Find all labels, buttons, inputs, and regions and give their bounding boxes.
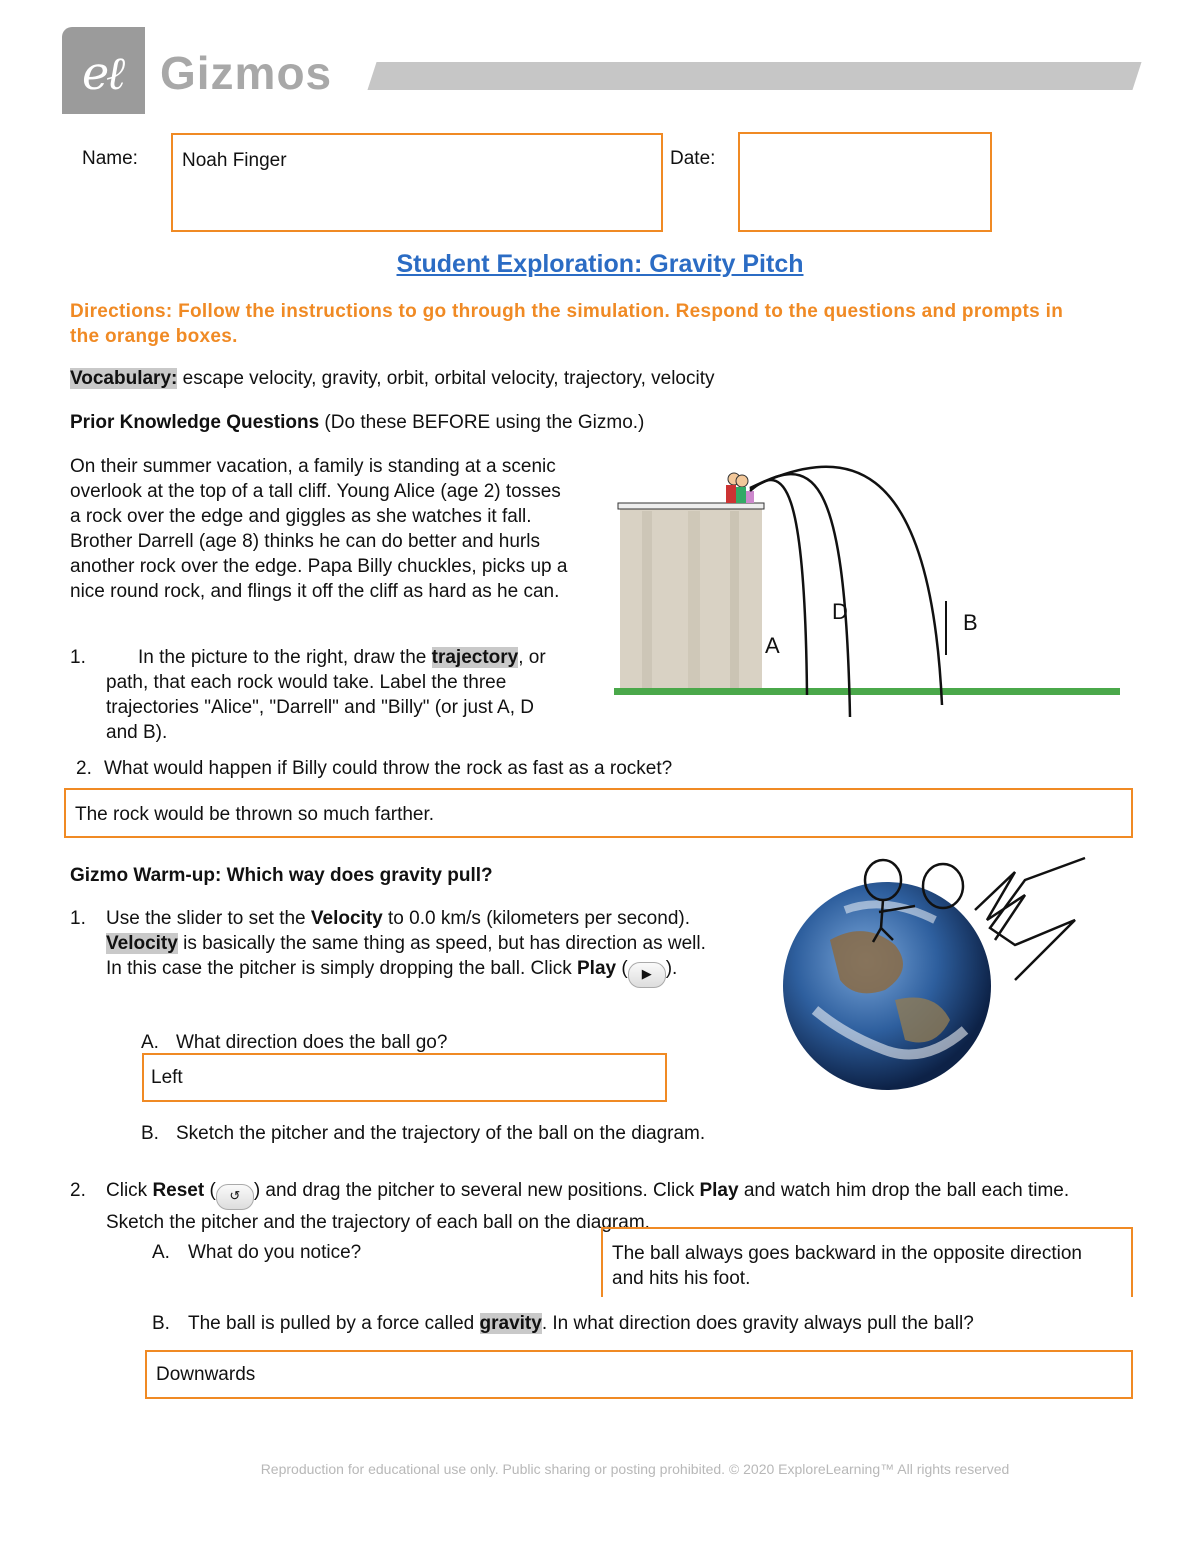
- warmup-q1-velocity-term: Velocity: [106, 933, 178, 954]
- cliff-railing: [618, 503, 764, 509]
- vocabulary-line: [70, 366, 714, 391]
- svg-text:e: e: [82, 46, 110, 100]
- warmup-q1b-text: Sketch the pitcher and the trajectory of the ball on the diagram.: [176, 1123, 706, 1144]
- warmup-q2-reset: Reset: [152, 1180, 205, 1201]
- warmup-q2b-number: B.: [152, 1313, 170, 1334]
- prior-knowledge-heading: [70, 410, 644, 435]
- warmup-q1a-answer: Left: [151, 1067, 183, 1088]
- cliff-streak: [730, 511, 739, 691]
- warmup-q1-h: ).: [665, 958, 678, 979]
- cliff-story: On their summer vacation, a family is standing at a scenic overlook at the top of a tall cliff. Young Alice (age 2) tosses a rock over the edge and giggles as she watches it fall. Brother Darrell (age 8) thinks he can do better and hurls another rock over the edge. Papa Billy chuckles, picks up a nice round rock, and flings it off the cliff as hard as he can.: [70, 456, 568, 602]
- warmup-q1a-text: What direction does the ball go?: [176, 1032, 448, 1053]
- q2-text: What would happen if Billy could throw the rock as fast as a rocket?: [104, 758, 673, 779]
- warmup-q2a-number: A.: [152, 1242, 170, 1263]
- date-label: Date:: [670, 148, 716, 169]
- warmup-q1a-answer-box[interactable]: [142, 1053, 667, 1102]
- ground-grass: [614, 688, 1120, 695]
- q1-text: [106, 645, 566, 745]
- warmup-q1-play: Play: [577, 958, 617, 979]
- date-field[interactable]: [738, 132, 992, 232]
- directions-text: Directions: Follow the instructions to go through the simulation. Respond to the questions and prompts in the orange boxes.: [70, 301, 1064, 347]
- trajectory-b: [750, 467, 942, 705]
- warmup-q2a-answer-box[interactable]: [601, 1227, 1133, 1297]
- vocabulary-label: Vocabulary:: [70, 368, 178, 389]
- warmup-q2-c: (: [204, 1180, 216, 1201]
- footer-copyright: Reproduction for educational use only. Public sharing or posting prohibited. © 2020 ExploreLearning™ All rights reserved: [260, 1461, 1010, 1477]
- svg-text:ℓ: ℓ: [106, 46, 126, 100]
- cliff-streak: [688, 511, 700, 691]
- el-logo-icon: [62, 27, 145, 114]
- q1-part2: , or path, that each rock would take. Label the three trajectories "Alice", "Darrell" and "Billy" (or just A, D and B).: [106, 647, 546, 743]
- warmup-q1-c: to 0.0 km/s (kilometers per second).: [382, 908, 690, 929]
- warmup-q2b-gravity: gravity: [479, 1313, 542, 1334]
- reset-button-icon: ↺: [216, 1184, 254, 1210]
- warmup-q2b-answer-box[interactable]: [145, 1350, 1133, 1399]
- vocabulary-terms: escape velocity, gravity, orbit, orbital velocity, trajectory, velocity: [177, 368, 715, 389]
- q1-term-trajectory: trajectory: [431, 647, 519, 668]
- prior-knowledge-label: Prior Knowledge Questions: [70, 412, 320, 433]
- header-bar: [367, 62, 1141, 90]
- q1-number: 1.: [70, 647, 86, 668]
- name-field[interactable]: [171, 133, 663, 232]
- warmup-q1-velocity: Velocity: [310, 908, 383, 929]
- prior-knowledge-note: (Do these BEFORE using the Gizmo.): [319, 412, 645, 433]
- warmup-q2-number: 2.: [70, 1180, 86, 1201]
- warmup-q1-e: is basically the same thing as speed, but has direction as well. In this case the pitcher is simply dropping the ball. Click: [106, 933, 706, 979]
- warmup-q2a-answer: The ball always goes backward in the opposite direction and hits his foot.: [612, 1243, 1082, 1289]
- q2-answer: The rock would be thrown so much farther.: [75, 804, 435, 825]
- warmup-heading: Gizmo Warm-up: Which way does gravity pull?: [70, 865, 493, 886]
- gizmos-wordmark: Gizmos: [160, 47, 333, 99]
- warmup-q1-g: (: [616, 958, 628, 979]
- warmup-q1-a: Use the slider to set the: [106, 908, 311, 929]
- q2-answer-box[interactable]: [64, 788, 1133, 838]
- warmup-q1-text: [106, 906, 726, 988]
- warmup-q1a-number: A.: [141, 1032, 159, 1053]
- warmup-q2a-text: What do you notice?: [188, 1242, 362, 1263]
- q1-part1: In the picture to the right, draw the: [138, 647, 427, 668]
- page-title: Student Exploration: Gravity Pitch: [396, 250, 804, 278]
- name-label: Name:: [82, 148, 138, 169]
- name-value: Noah Finger: [182, 150, 287, 171]
- warmup-q2b-answer: Downwards: [156, 1364, 256, 1385]
- warmup-q1-number: 1.: [70, 908, 86, 929]
- warmup-q2-play: Play: [699, 1180, 739, 1201]
- warmup-q2b-text: [188, 1311, 974, 1336]
- earth-diagram: [775, 850, 1120, 1095]
- warmup-q2-a: Click: [106, 1180, 153, 1201]
- warmup-q1b-number: B.: [141, 1123, 159, 1144]
- warmup-q2b-a: The ball is pulled by a force called: [188, 1313, 480, 1334]
- label-b: B: [963, 610, 978, 635]
- cliff-streak: [642, 511, 652, 691]
- warmup-q2b-c: . In what direction does gravity always pull the ball?: [541, 1313, 974, 1334]
- warmup-q2-d: ) and drag the pitcher to several new positions. Click: [253, 1180, 700, 1201]
- play-button-icon: ▶: [628, 962, 666, 988]
- trajectory-d: [750, 474, 850, 717]
- warmup-q2-f: and watch him drop the ball each time. Sketch the pitcher and the trajectory of each ball on the diagram.: [106, 1180, 1070, 1233]
- q2-number: 2.: [76, 758, 92, 779]
- label-d: D: [832, 599, 848, 624]
- cliff-diagram: [610, 455, 1130, 725]
- label-a: A: [765, 633, 780, 658]
- gizmos-logo-mark: [62, 27, 145, 114]
